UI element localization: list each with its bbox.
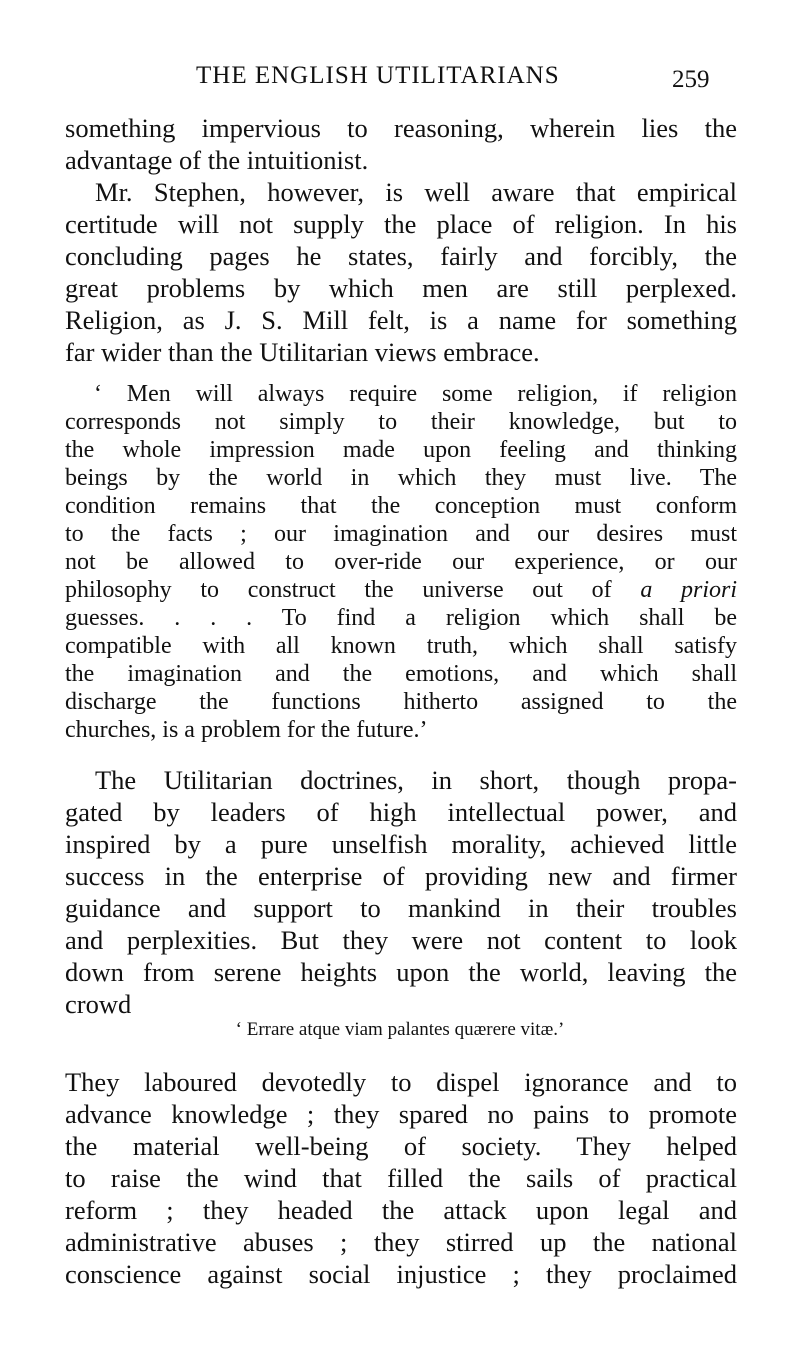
latin-quotation: [0, 1018, 800, 1042]
text-line: Mr. Stephen, however, is well aware that empirical: [95, 177, 737, 207]
quote-line: [65, 576, 737, 604]
text-line: success in the enterprise of providing new and firmer: [65, 861, 737, 891]
text-line: inspired by a pure unselfish morality, achieved little: [65, 829, 737, 859]
text-line: the material well-being of society. They helped: [65, 1131, 737, 1161]
quote-line: not be allowed to over-ride our experience, or our: [65, 549, 737, 575]
text-line: They laboured devotedly to dispel ignorance and to: [65, 1067, 737, 1097]
quote-line: to the facts ; our imagination and our desires must: [65, 521, 737, 547]
quote-line: beings by the world in which they must live. The: [65, 465, 737, 491]
text-line: concluding pages he states, fairly and forcibly, the: [65, 241, 737, 271]
text-line: great problems by which men are still perplexed.: [65, 273, 737, 303]
quote-text: philosophy to construct the universe out of: [65, 577, 641, 603]
quote-line: the imagination and the emotions, and which shall: [65, 661, 737, 687]
text-line: crowd: [65, 989, 132, 1019]
quote-line: ‘ Men will always require some religion, if religion: [94, 381, 737, 407]
text-line: conscience against social injustice ; they proclaimed: [65, 1259, 737, 1289]
text-line: Religion, as J. S. Mill felt, is a name for something: [65, 305, 737, 335]
quote-line: discharge the functions hitherto assigned to the: [65, 689, 737, 715]
running-title: THE ENGLISH UTILITARIANS: [196, 62, 560, 89]
text-line: down from serene heights upon the world, leaving the: [65, 957, 737, 987]
text-line: something impervious to reasoning, wherein lies the: [65, 113, 737, 143]
text-line: advantage of the intuitionist.: [65, 145, 369, 175]
italic-term: a priori: [640, 577, 737, 603]
page-number: 259: [672, 66, 710, 93]
text-line: guidance and support to mankind in their troubles: [65, 893, 737, 923]
latin-quotation-text: ‘ Errare atque viam palantes quærere vitæ.’: [235, 1019, 565, 1040]
quote-line: the whole impression made upon feeling and thinking: [65, 437, 737, 463]
text-line: advance knowledge ; they spared no pains to promote: [65, 1099, 737, 1129]
text-line: to raise the wind that filled the sails of practical: [65, 1163, 737, 1193]
text-line: and perplexities. But they were not content to look: [65, 925, 737, 955]
quote-line: condition remains that the conception must conform: [65, 493, 737, 519]
quote-line: guesses. . . . To find a religion which shall be: [65, 605, 737, 631]
quote-line: churches, is a problem for the future.’: [65, 717, 428, 743]
quote-line: corresponds not simply to their knowledge, but to: [65, 409, 737, 435]
text-line: reform ; they headed the attack upon legal and: [65, 1195, 737, 1225]
page-header: [0, 62, 800, 94]
text-line: gated by leaders of high intellectual power, and: [65, 797, 737, 827]
text-line: administrative abuses ; they stirred up the national: [65, 1227, 737, 1257]
text-line: far wider than the Utilitarian views embrace.: [65, 337, 540, 367]
text-line: certitude will not supply the place of religion. In his: [65, 209, 737, 239]
quote-line: compatible with all known truth, which shall satisfy: [65, 633, 737, 659]
text-line: The Utilitarian doctrines, in short, though propa-: [95, 765, 737, 795]
